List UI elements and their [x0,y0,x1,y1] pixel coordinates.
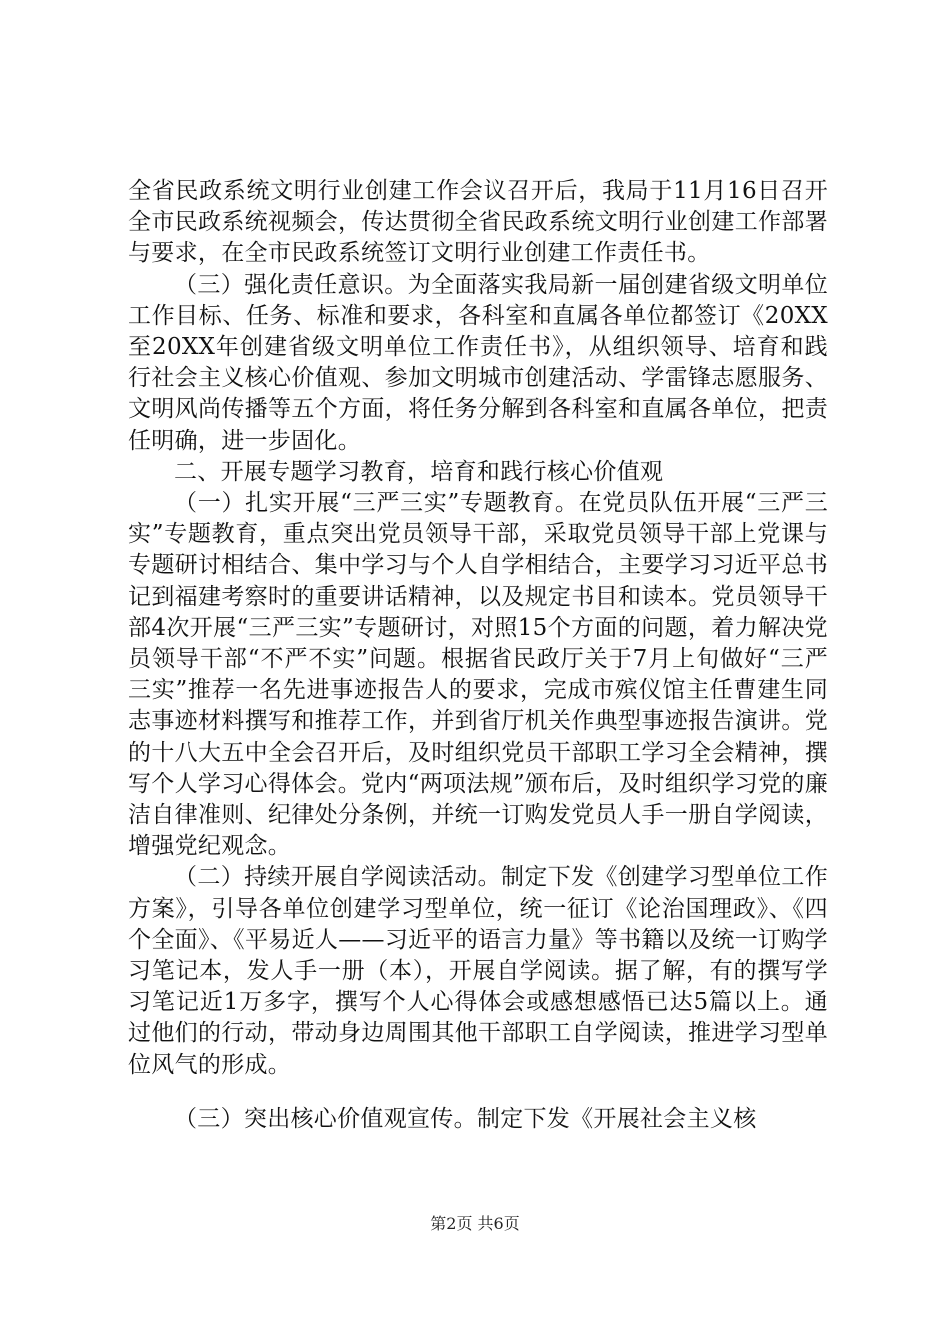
paragraph-core-values-publicity: （三）突出核心价值观宣传。制定下发《开展社会主义核 [174,1105,757,1132]
paragraph-strengthen-responsibility: （三）强化责任意识。为全面落实我局新一届创建省级文明单位工作目标、任务、标准和要求，各科室和直属各单位都签订《20XX至20XX年创建省级文明单位工作责任书》，从组织领导、培育和践行社会主义核心价值观、参加文明城市创建活动、学雷锋志愿服务、文明风尚传播等五个方面，将任务分解到各科室和直属各单位，把责任明确，进一步固化。 [128,271,828,454]
section-heading: 二、开展专题学习教育，培育和践行核心价值观 [174,458,664,485]
document-body [128,176,828,1135]
paragraph-self-study-reading: （二）持续开展自学阅读活动。制定下发《创建学习型单位工作方案》，引导各单位创建学习型单位，统一征订《论治国理政》、《四个全面》、《平易近人——习近平的语言力量》等书籍以及统一订购学习笔记本，发人手一册（本），开展自学阅读。据了解，有的撰写学习笔记近1万多字，撰写个人心得体会或感想感悟已达5篇以上。通过他们的行动，带动身边周围其他干部职工自学阅读，推进学习型单位风气的形成。 [128,864,828,1078]
paragraph-three-strict-three-solid: （一）扎实开展“三严三实”专题教育。在党员队伍开展“三严三实”专题教育，重点突出党员领导干部，采取党员领导干部上党课与专题研讨相结合、集中学习与个人自学相结合，主要学习习近平总书记到福建考察时的重要讲话精神，以及规定书目和读本。党员领导干部4次开展“三严三实”专题研讨，对照15个方面的问题，着力解决党员领导干部“不严不实”问题。根据省民政厅关于7月上旬做好“三严三实”推荐一名先进事迹报告人的要求，完成市殡仪馆主任曹建生同志事迹材料撰写和推荐工作，并到省厅机关作典型事迹报告演讲。党的十八大五中全会召开后，及时组织党员干部职工学习全会精神，撰写个人学习心得体会。党内“两项法规”颁布后，及时组织学习党的廉洁自律准则、纪律处分条例，并统一订购发党员人手一册自学阅读，增强党纪观念。 [128,490,828,860]
page-footer: 第2页 共6页 [430,1214,520,1233]
paragraph-continuation: 全省民政系统文明行业创建工作会议召开后，我局于11月16日召开全市民政系统视频会，传达贯彻全省民政系统文明行业创建工作部署与要求，在全市民政系统签订文明行业创建工作责任书。 [128,178,828,267]
